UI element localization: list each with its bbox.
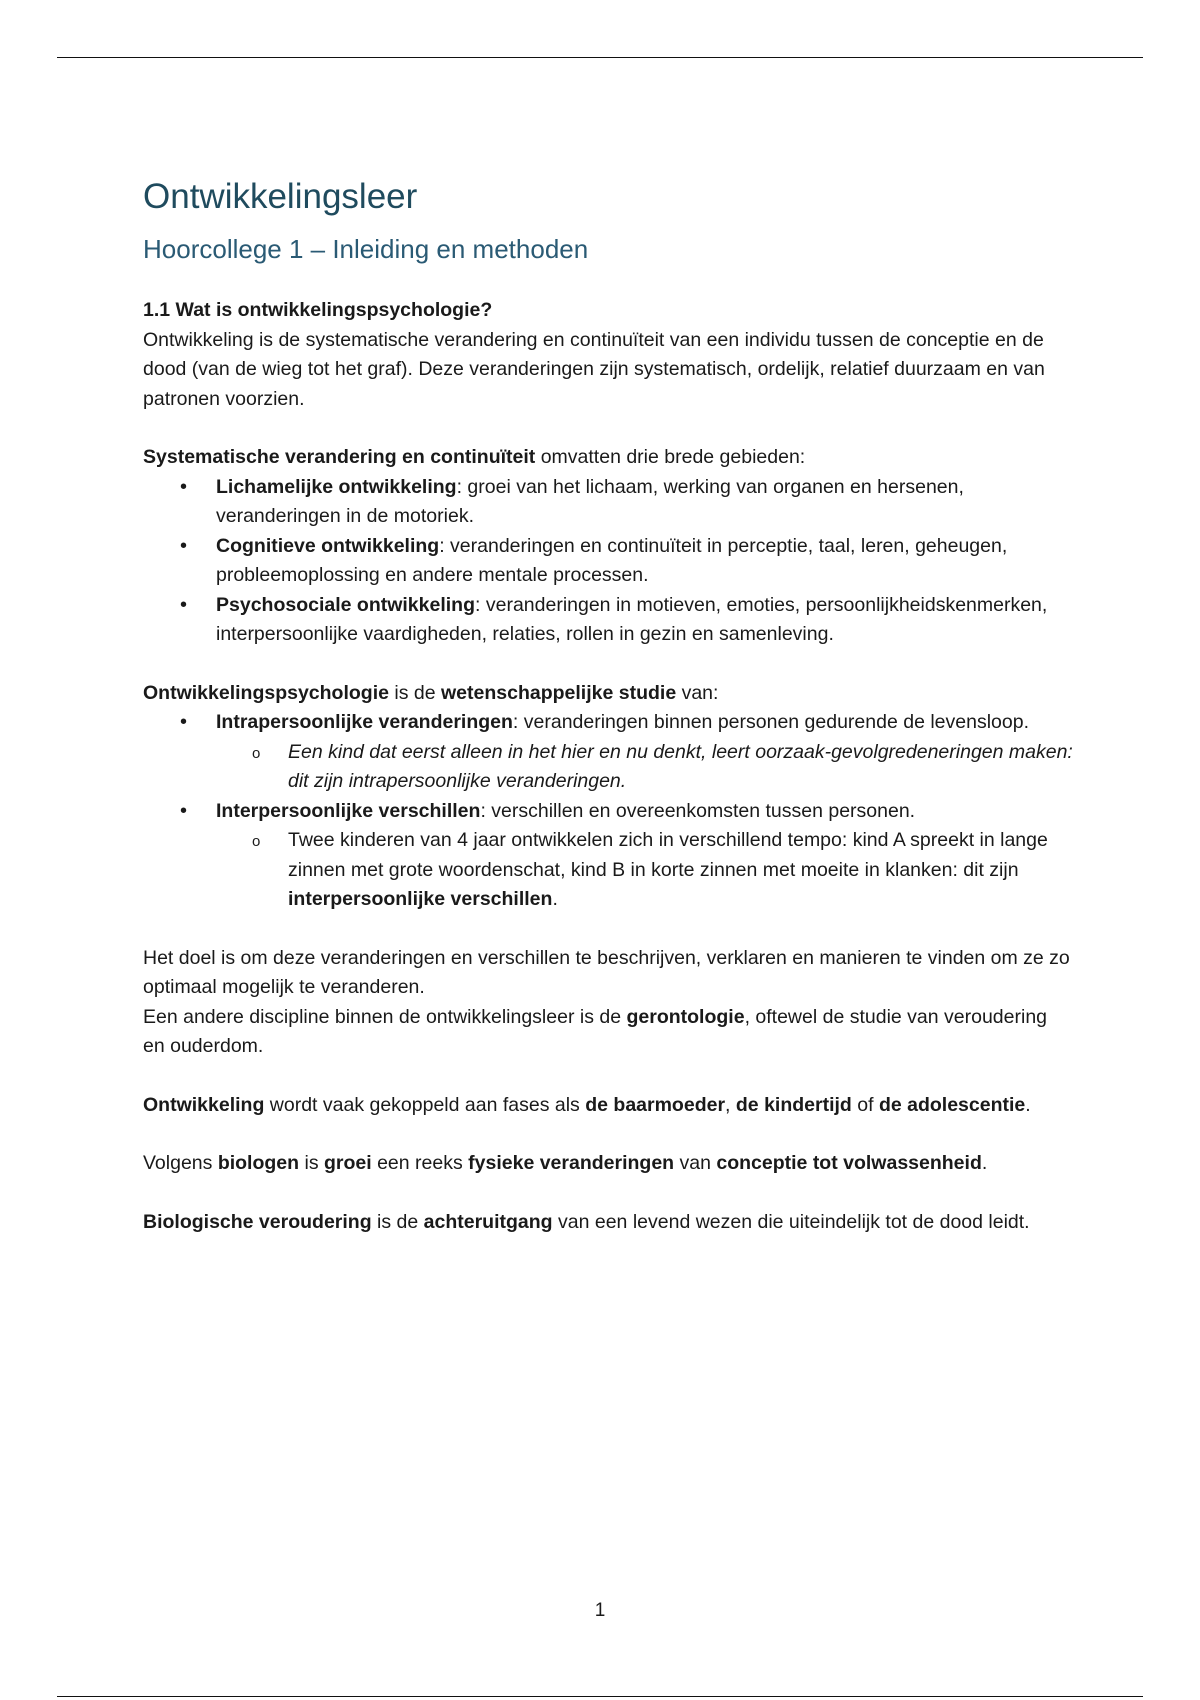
systematic-lead: Systematische verandering en continuïteit omvatten drie brede gebieden: xyxy=(143,446,806,469)
list-item: • Cognitieve ontwikkeling: veranderingen en continuïteit in perceptie, taal, leren, geheugen, probleemoplossing en andere mentale processen. xyxy=(216,532,1073,591)
psychology-list xyxy=(143,708,1073,915)
list-item: • Lichamelijke ontwikkeling: groei van het lichaam, werking van organen en hersenen, veranderingen in de motoriek. xyxy=(216,473,1073,532)
gerontology-paragraph: Een andere discipline binnen de ontwikkelingsleer is de gerontologie, oftewel de studie van veroudering en ouderdom. xyxy=(143,1005,1048,1058)
psychology-lead: Ontwikkelingspsychologie is de wetenschappelijke studie van: xyxy=(143,681,719,704)
phases-paragraph: Ontwikkeling wordt vaak gekoppeld aan fases als de baarmoeder, de kindertijd of de adolescentie. xyxy=(143,1093,1031,1116)
example-intrapersonal: o Een kind dat eerst alleen in het hier en nu denkt, leert oorzaak-gevolgredeneringen maken: dit zijn intrapersoonlijke veranderingen. xyxy=(288,738,1073,797)
growth-paragraph: Volgens biologen is groei een reeks fysieke veranderingen van conceptie tot volwassenheid. xyxy=(143,1152,988,1175)
bottom-rule xyxy=(57,1696,1143,1697)
list-item: • Psychosociale ontwikkeling: veranderingen in motieven, emoties, persoonlijkheidskenmerken, interpersoonlijke vaardigheden, relaties, rollen in gezin en samenleving. xyxy=(216,591,1073,650)
aging-paragraph: Biologische veroudering is de achteruitgang van een levend wezen die uiteindelijk tot de dood leidt. xyxy=(143,1210,1030,1233)
document-subtitle: Hoorcollege 1 – Inleiding en methoden xyxy=(143,234,589,264)
page-number: 1 xyxy=(594,1600,606,1621)
example-interpersonal: o Twee kinderen van 4 jaar ontwikkelen zich in verschillend tempo: kind A spreekt in lange zinnen met grote woordenschat, kind B in korte zinnen met moeite in klanken: dit zijn interpersoonlijke verschillen. xyxy=(288,826,1073,915)
list-item-interpersonal: • Interpersoonlijke verschillen: verschillen en overeenkomsten tussen personen. o Twee kinderen van 4 jaar ontwikkelen zich in verschillend tempo: kind A spreekt in lange zinnen met grote woordenschat, kind B in korte zinnen met moeite in klanken: dit zijn interpersoonlijke verschillen. xyxy=(216,797,1073,915)
section-heading: 1.1 Wat is ontwikkelingspsychologie? xyxy=(143,299,493,322)
top-rule xyxy=(57,57,1143,58)
document-body xyxy=(143,176,1073,1237)
goal-paragraph: Het doel is om deze veranderingen en verschillen te beschrijven, verklaren en manieren te vinden om ze zo optimaal mogelijk te veranderen. xyxy=(143,946,1070,999)
development-areas-list xyxy=(143,473,1073,650)
document-title: Ontwikkelingsleer xyxy=(143,177,418,216)
list-item-intrapersonal: • Intrapersoonlijke veranderingen: veranderingen binnen personen gedurende de levensloop. o Een kind dat eerst alleen in het hier en nu denkt, leert oorzaak-gevolgredeneringen maken: dit zijn intrapersoonlijke veranderingen. xyxy=(216,708,1073,797)
intro-paragraph: Ontwikkeling is de systematische verandering en continuïteit van een individu tussen de conceptie en de dood (van de wieg tot het graf). Deze veranderingen zijn systematisch, ordelijk, relatief duurzaam en van patronen voorzien. xyxy=(143,328,1045,410)
